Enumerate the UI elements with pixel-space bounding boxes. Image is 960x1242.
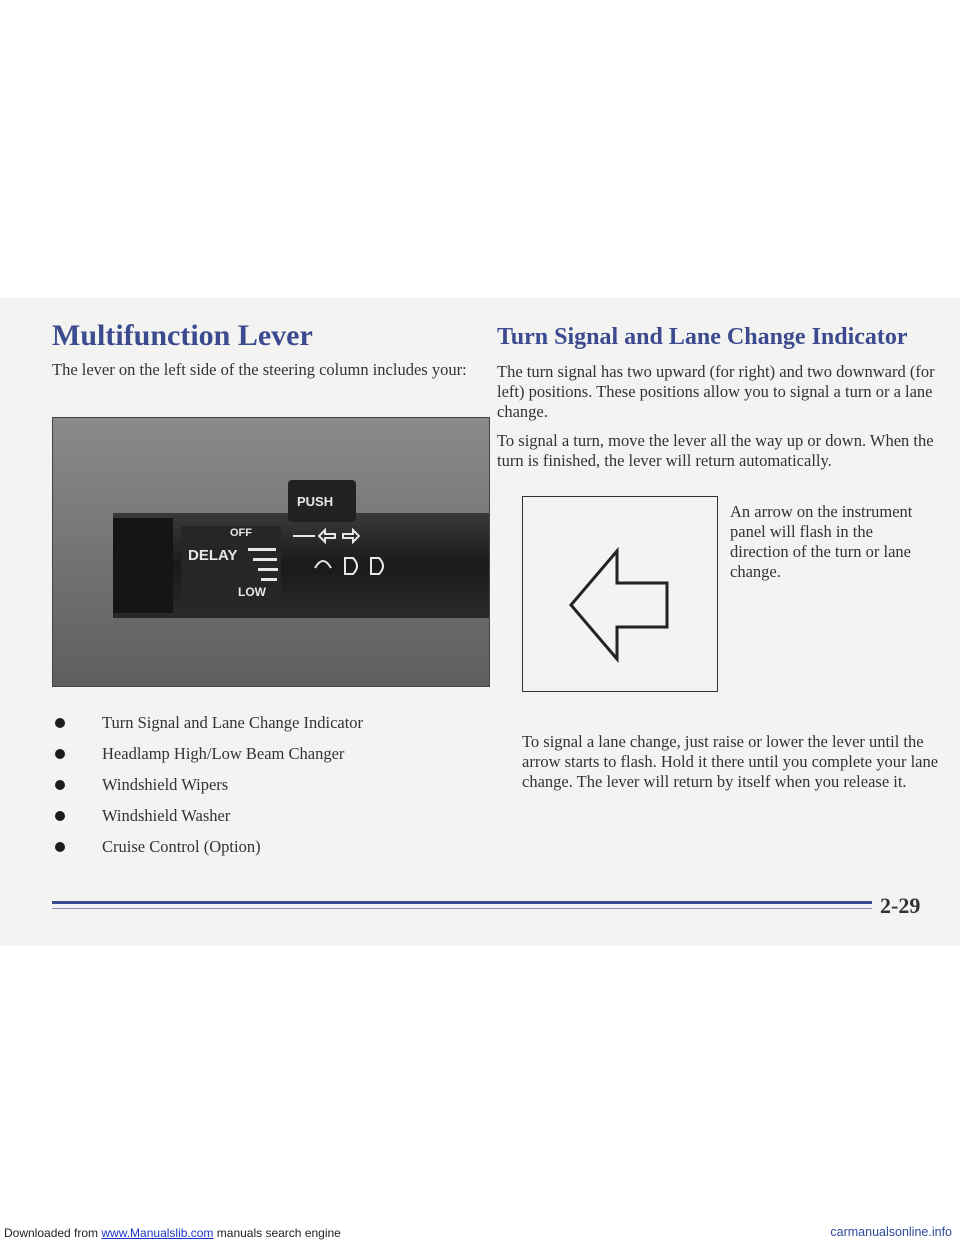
- download-banner: Downloaded from www.Manualslib.com manuals search engine: [4, 1226, 341, 1240]
- low-label: LOW: [238, 585, 266, 599]
- left-column: [52, 318, 488, 380]
- lane-change-paragraph: To signal a lane change, just raise or lower the lever until the arrow starts to flash. Hold it there until you complete your lane change. The lever will return by itself when you release it.: [522, 732, 939, 791]
- off-label: OFF: [230, 527, 252, 539]
- list-item: Headlamp High/Low Beam Changer: [52, 743, 488, 774]
- bullet-icon: [55, 718, 65, 728]
- left-arrow-outline-icon: [523, 497, 717, 691]
- right-column: [497, 318, 945, 471]
- footer-rule: [52, 901, 872, 904]
- section-title-turn-signal: Turn Signal and Lane Change Indicator: [497, 324, 908, 350]
- bullet-icon: [55, 842, 65, 852]
- section-title-multifunction-lever: Multifunction Lever: [52, 319, 313, 352]
- footer-rule-thin: [52, 908, 872, 909]
- list-item: Windshield Wipers: [52, 774, 488, 805]
- bullet-icon: [55, 749, 65, 759]
- watermark: carmanualsonline.info: [830, 1225, 952, 1239]
- intro-paragraph: The lever on the left side of the steering column includes your:: [52, 360, 467, 379]
- list-item: Cruise Control (Option): [52, 836, 488, 867]
- page-number: 2-29: [880, 893, 921, 918]
- push-label: PUSH: [297, 494, 334, 509]
- bullet-icon: [55, 811, 65, 821]
- bullet-icon: [55, 780, 65, 790]
- manualslib-link[interactable]: www.Manualslib.com: [101, 1226, 214, 1240]
- multifunction-lever-photo: [52, 417, 490, 687]
- arrow-caption: An arrow on the instrument panel will flash in the direction of the turn or lane change.: [730, 502, 913, 581]
- turn-signal-paragraph-1: The turn signal has two upward (for right) and two downward (for left) positions. These positions allow you to signal a turn or a lane change.: [497, 362, 935, 421]
- turn-arrow-figure: [522, 496, 718, 692]
- delay-label: DELAY: [188, 547, 238, 564]
- list-item: Turn Signal and Lane Change Indicator: [52, 712, 488, 743]
- turn-signal-paragraph-2: To signal a turn, move the lever all the way up or down. When the turn is finished, the lever will return automatically.: [497, 431, 934, 470]
- list-item: Windshield Washer: [52, 805, 488, 836]
- lever-illustration: [53, 418, 489, 686]
- feature-list: [52, 712, 488, 867]
